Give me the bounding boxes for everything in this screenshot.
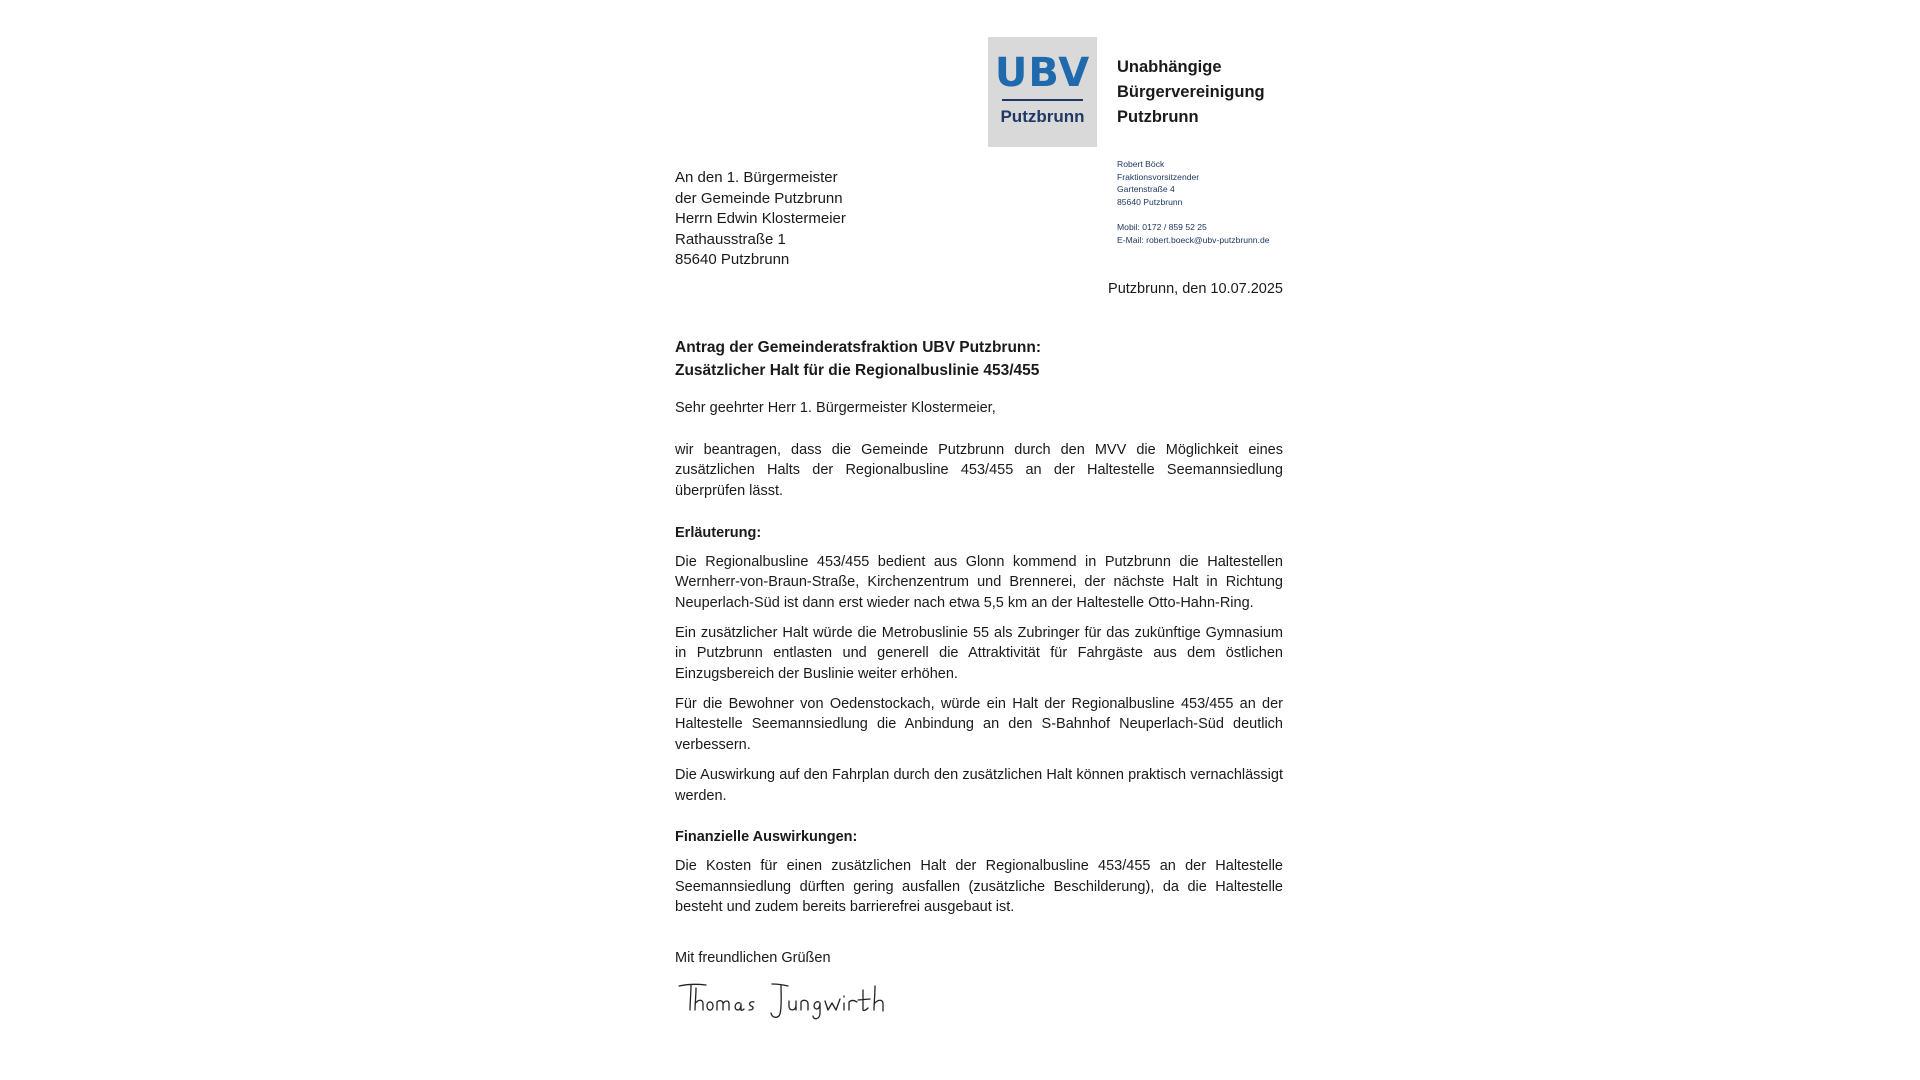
letter-body	[675, 336, 1283, 969]
sender-name: Robert Böck	[1117, 159, 1165, 169]
intro-paragraph: wir beantragen, dass die Gemeinde Putzbrunn durch den MVV die Möglichkeit eines zusätzlichen Halts der Regionalbusline 453/455 an der Haltestelle Seemannsiedlung überprüfen lässt.	[675, 441, 1283, 500]
explanation-paragraph: Für die Bewohner von Oedenstockach, würde ein Halt der Regionalbusline 453/455 an der Haltestelle Seemannsiedlung die Anbindung an den S-Bahnhof Neuperlach-Süd deutlich verbessern.	[675, 695, 1283, 754]
logo-place: Putzbrunn	[1000, 107, 1085, 126]
org-name-line: Unabhängige	[1117, 58, 1222, 76]
explanation-heading: Erläuterung:	[675, 524, 762, 541]
place-date: Putzbrunn, den 10.07.2025	[1108, 281, 1283, 297]
org-name-line: Bürgervereinigung	[1117, 83, 1265, 101]
sender-email: E-Mail: robert.boeck@ubv-putzbrunn.de	[1117, 234, 1270, 245]
explanation-paragraph: Ein zusätzlicher Halt würde die Metrobuslinie 55 als Zubringer für das zukünftige Gymnasium in Putzbrunn entlasten und generell die Attraktivität für Fahrgäste aus dem östlichen Einzugsbereich der Buslinie weiter erhöhen.	[675, 624, 1283, 683]
logo-divider	[1002, 99, 1083, 101]
sender-city: 85640 Putzbrunn	[1117, 196, 1183, 207]
salutation: Sehr geehrter Herr 1. Bürgermeister Klostermeier,	[675, 400, 996, 416]
financial-heading: Finanzielle Auswirkungen:	[675, 829, 858, 846]
recipient-line: Herrn Edwin Klostermeier	[675, 210, 846, 227]
organization-name	[1117, 55, 1265, 130]
subject-line: Zusätzlicher Halt für die Regionalbuslinie 453/455	[675, 362, 1040, 379]
subject-line: Antrag der Gemeinderatsfraktion UBV Putzbrunn:	[675, 339, 1042, 356]
sender-block	[1117, 158, 1270, 247]
sender-role: Fraktionsvorsitzender	[1117, 171, 1200, 182]
recipient-address	[675, 168, 846, 271]
financial-paragraph: Die Kosten für einen zusätzlichen Halt der Regionalbusline 453/455 an der Haltestelle Seemannsiedlung dürften gering ausfallen (zusätzliche Beschilderung), da die Haltestelle besteht und zudem bereits barrierefrei ausgebaut ist.	[675, 857, 1283, 916]
subject	[675, 336, 1283, 382]
org-logo	[988, 37, 1097, 147]
logo-abbreviation: UBV	[994, 50, 1091, 96]
sender-street: Gartenstraße 4	[1117, 184, 1175, 195]
recipient-line: der Gemeinde Putzbrunn	[675, 189, 843, 207]
sender-mobile: Mobil: 0172 / 859 52 25	[1117, 222, 1207, 233]
recipient-line: 85640 Putzbrunn	[675, 251, 790, 268]
explanation-paragraph: Die Regionalbusline 453/455 bedient aus Glonn kommend in Putzbrunn die Haltestellen Wernherr-von-Braun-Straße, Kirchenzentrum und Brennerei, der nächste Halt in Richtung Neuperlach-Süd ist dann erst wieder nach etwa 5,5 km an der Haltestelle Otto-Hahn-Ring.	[675, 553, 1283, 611]
explanation-paragraph: Die Auswirkung auf den Fahrplan durch den zusätzlichen Halt können praktisch vernachlässigt werden.	[675, 766, 1283, 804]
closing-phrase: Mit freundlichen Grüßen	[675, 950, 831, 967]
handwritten-signature	[676, 980, 916, 1030]
org-name-line: Putzbrunn	[1117, 108, 1199, 126]
recipient-line: Rathausstraße 1	[675, 230, 786, 248]
recipient-line: An den 1. Bürgermeister	[675, 169, 838, 186]
